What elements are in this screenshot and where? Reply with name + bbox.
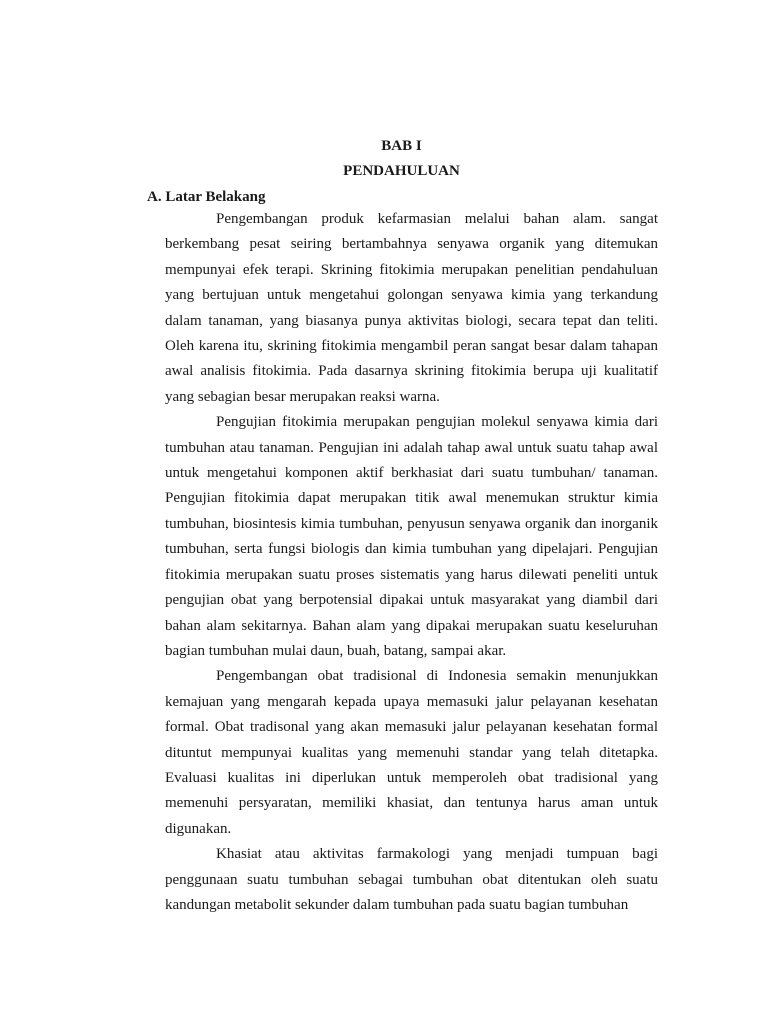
paragraph-3: Pengembangan obat tradisional di Indonesia semakin menunjukkan kemajuan yang mengarah kepada upaya memasuki jalur pelayanan kesehatan formal. Obat tradisonal yang akan memasuki jalur pelayanan kesehatan formal dituntut mempunyai kualitas yang memenuhi standar yang telah ditetapka. Evaluasi kualitas ini diperlukan untuk memperoleh obat tradisional yang memenuhi persyaratan, memiliki khasiat, dan tentunya harus aman untuk digunakan. <box>165 668 658 837</box>
section-heading: A. Latar Belakang <box>147 189 266 205</box>
body-text <box>165 207 658 918</box>
paragraph-4: Khasiat atau aktivitas farmakologi yang menjadi tumpuan bagi penggunaan suatu tumbuhan sebagai tumbuhan obat ditentukan oleh suatu kandungan metabolit sekunder dalam tumbuhan pada suatu bagian tumbuhan <box>165 846 658 913</box>
chapter-number: BAB I <box>381 138 422 154</box>
paragraph-2: Pengujian fitokimia merupakan pengujian molekul senyawa kimia dari tumbuhan atau tanaman. Pengujian ini adalah tahap awal untuk suatu tahap awal untuk mengetahui komponen aktif berkhasiat dari suatu tumbuhan/ tanaman. Pengujian fitokimia dapat merupakan titik awal menemukan struktur kimia tumbuhan, biosintesis kimia tumbuhan, penyusun senyawa organik dan inorganik tumbuhan, serta fungsi biologis dan kimia tumbuhan yang dipelajari. Pengujian fitokimia merupakan suatu proses sistematis yang harus dilewati peneliti untuk pengujian obat yang berpotensial dipakai untuk masyarakat yang diambil dari bahan alam sekitarnya. Bahan alam yang dipakai merupakan suatu keseluruhan bagian tumbuhan mulai daun, buah, batang, sampai akar. <box>165 414 658 659</box>
chapter-title: PENDAHULUAN <box>343 163 460 179</box>
paragraph-1: Pengembangan produk kefarmasian melalui bahan alam. sangat berkembang pesat seiring bertambahnya senyawa organik yang ditemukan mempunyai efek terapi. Skrining fitokimia merupakan penelitian pendahuluan yang bertujuan untuk mengetahui golongan senyawa kimia yang terkandung dalam tanaman, yang biasanya punya aktivitas biologi, secara tepat dan teliti. Oleh karena itu, skrining fitokimia mengambil peran sangat besar dalam tahapan awal analisis fitokimia. Pada dasarnya skrining fitokimia berupa uji kualitatif yang sebagian besar merupakan reaksi warna. <box>165 211 658 405</box>
